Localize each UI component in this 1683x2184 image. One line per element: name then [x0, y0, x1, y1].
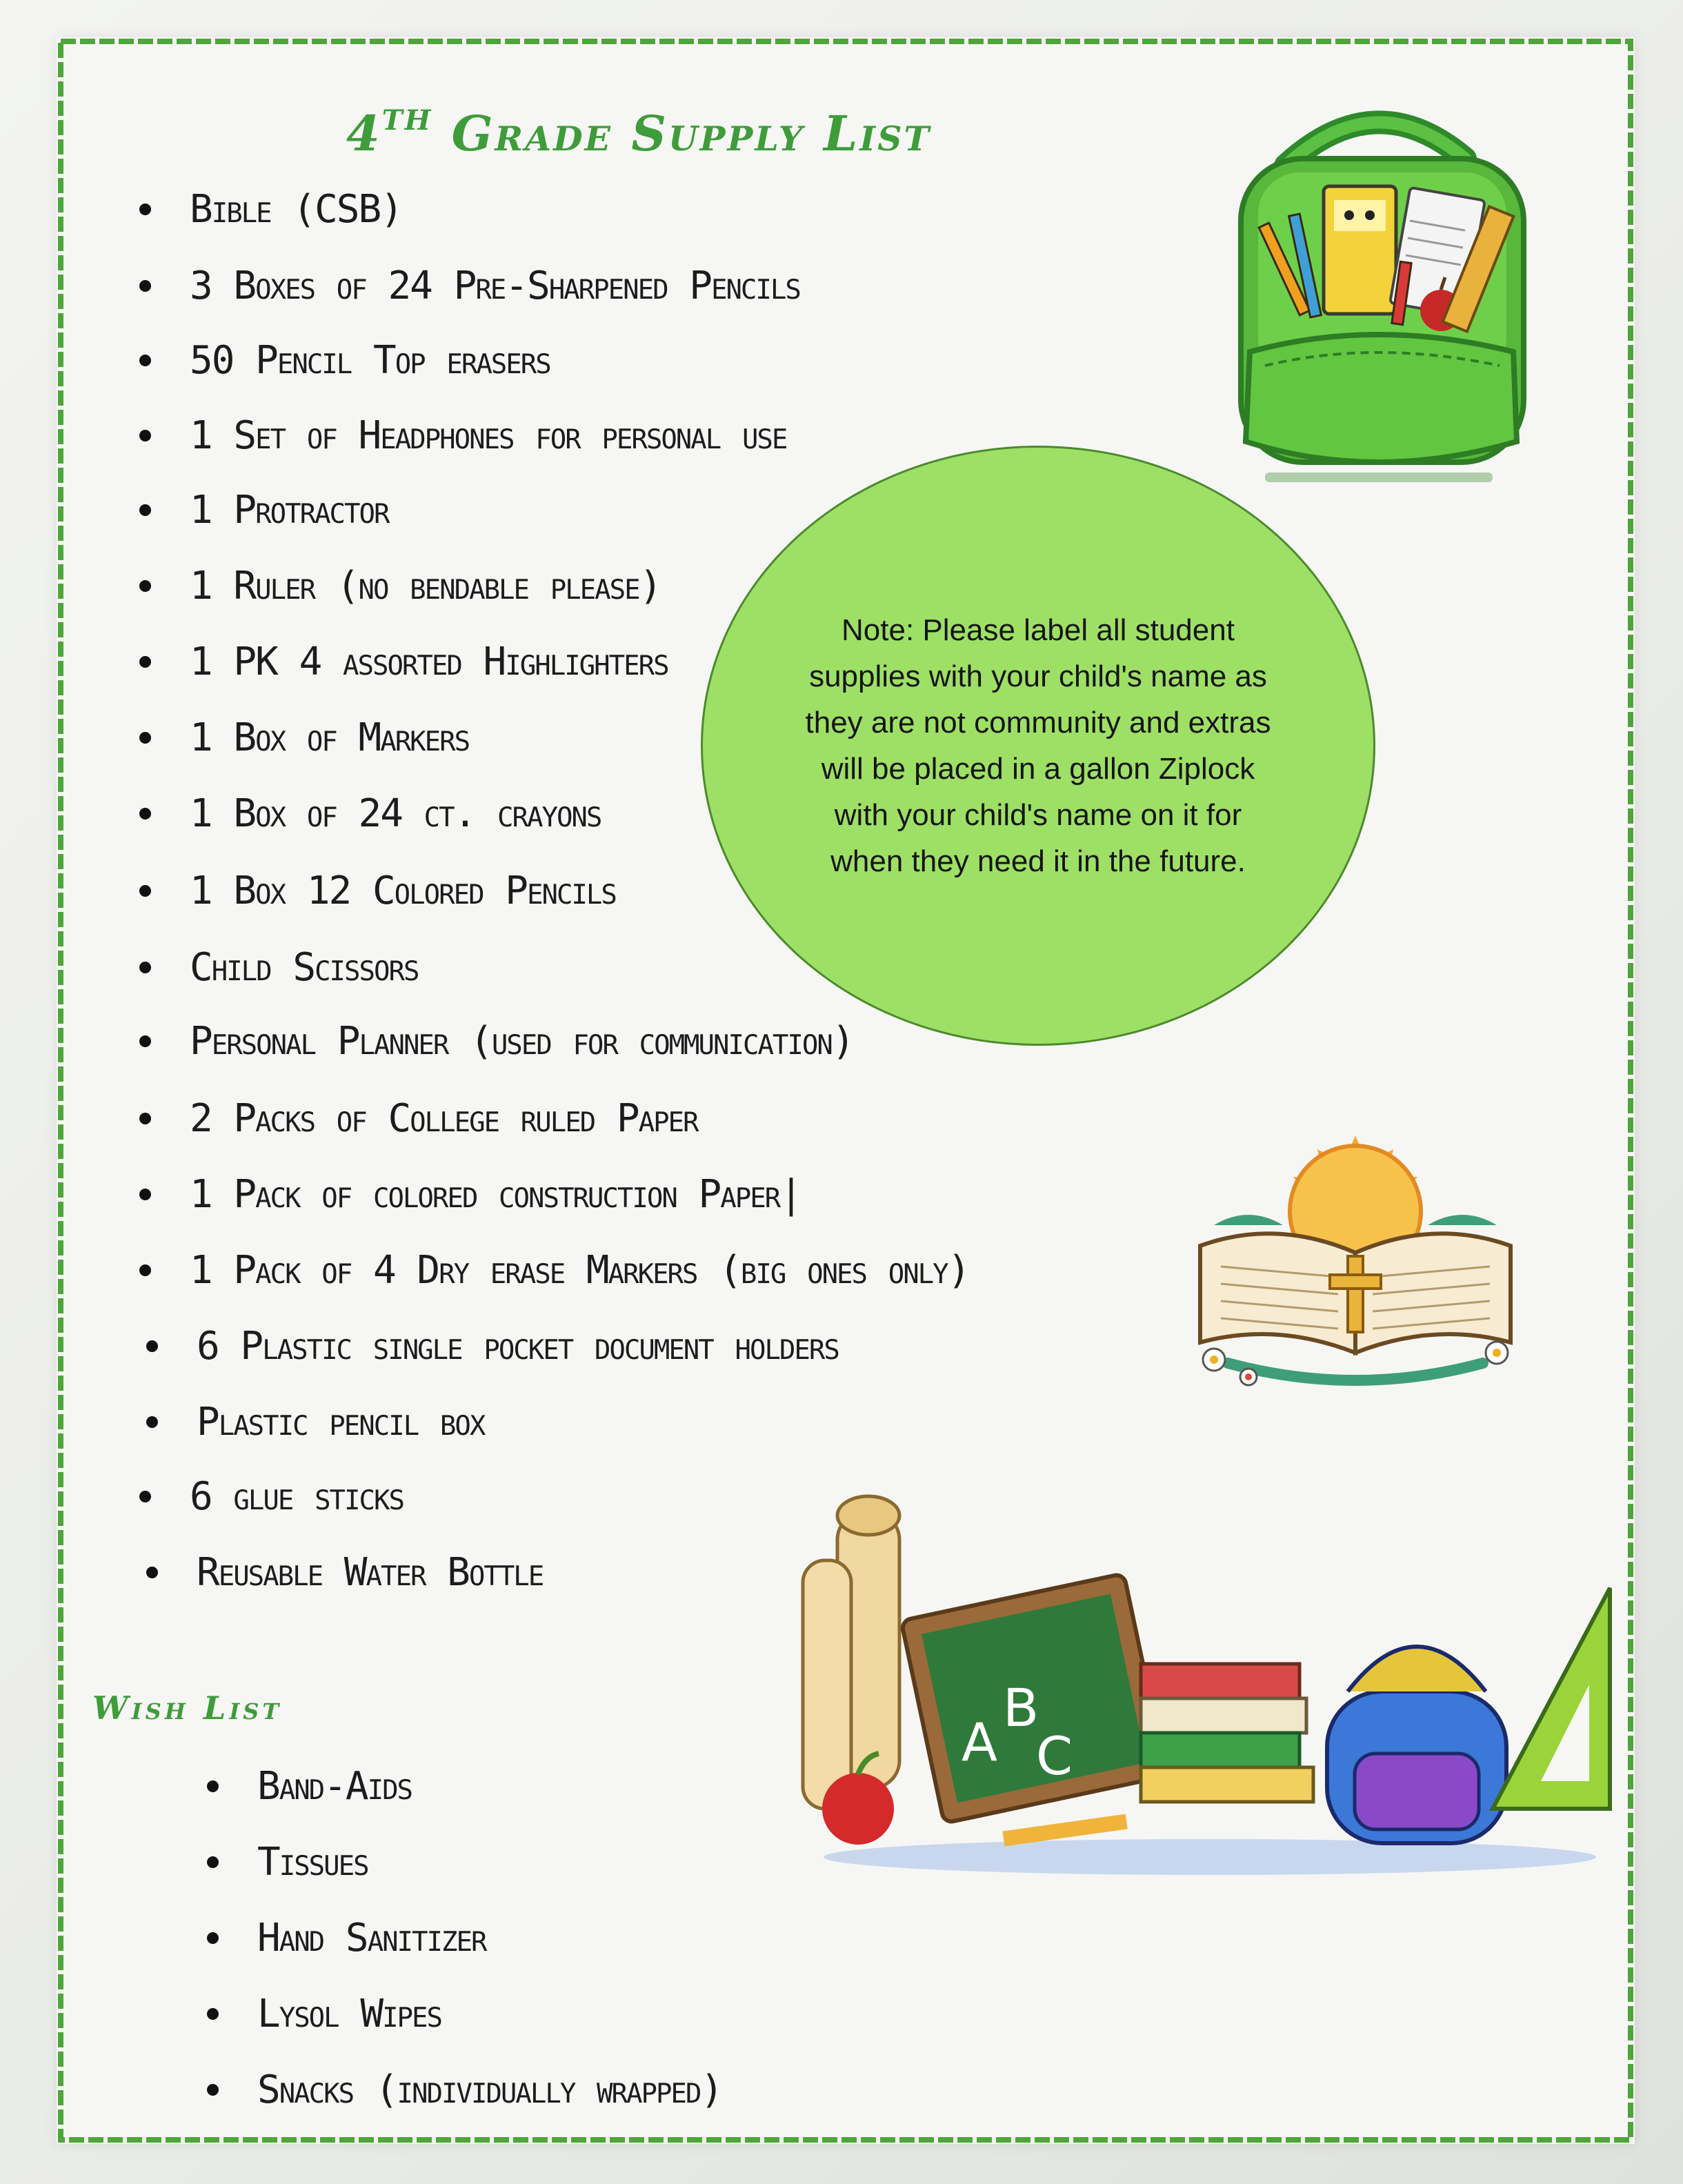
supply-item: 1 Protractor [139, 486, 388, 534]
svg-text:C: C [1036, 1725, 1073, 1787]
supply-item: 3 Boxes of 24 Pre-Sharpened Pencils [139, 261, 800, 310]
supply-item: Plastic pencil box [146, 1398, 484, 1446]
svg-text:B: B [1003, 1677, 1039, 1738]
supply-item: 1 Pack of colored construction Paper| [139, 1170, 801, 1218]
svg-text:A: A [962, 1711, 997, 1773]
wish-list-heading: Wish List [92, 1689, 283, 1727]
note-text: Note: Please label all student supplies with your child's name as they are not community and extras will be placed in a gallon Ziplock with your child's name on it for when they need it in the future. [805, 613, 1271, 878]
supply-item: Bible (CSB) [139, 185, 402, 233]
wish-list-item: Lysol Wipes [207, 1989, 441, 2038]
supply-item: Reusable Water Bottle [146, 1548, 543, 1596]
supply-item: 1 Ruler (no bendable please) [139, 562, 661, 610]
supply-item: 1 Box 12 Colored Pencils [139, 866, 616, 915]
supply-item: 1 Box of Markers [139, 713, 469, 762]
supply-item: 1 Set of Headphones for personal use [139, 411, 786, 459]
school-supplies-icon [796, 1485, 1621, 1878]
title-ordinal: 4 [346, 105, 382, 162]
supply-item: 1 Pack of 4 Dry erase Markers (big ones only) [139, 1246, 969, 1294]
document-page [57, 37, 1635, 2144]
supply-item: Personal Planner (used for communication) [139, 1017, 854, 1065]
supply-item: Child Scissors [139, 943, 418, 991]
open-bible-icon [1186, 1122, 1524, 1398]
title-ordinal-suffix: TH [381, 103, 433, 137]
backpack-icon [1168, 83, 1582, 510]
note-circle [701, 446, 1375, 1046]
supply-item: 6 glue sticks [139, 1472, 404, 1520]
wish-list-item: Tissues [207, 1838, 368, 1886]
wish-list-item: Snacks (individually wrapped) [207, 2065, 722, 2114]
title-text: Grade Supply List [451, 105, 932, 162]
wish-list-item: Band-Aids [207, 1762, 412, 1810]
supply-item: 50 Pencil Top erasers [139, 336, 550, 384]
page-title [346, 105, 931, 162]
supply-item: 1 PK 4 assorted Highlighters [139, 637, 668, 686]
supply-item: 1 Box of 24 ct. crayons [139, 789, 601, 837]
supply-item: 6 Plastic single pocket document holders [146, 1322, 839, 1370]
supply-item: 2 Packs of College ruled Paper [139, 1094, 698, 1142]
wish-list-item: Hand Sanitizer [207, 1914, 486, 1962]
